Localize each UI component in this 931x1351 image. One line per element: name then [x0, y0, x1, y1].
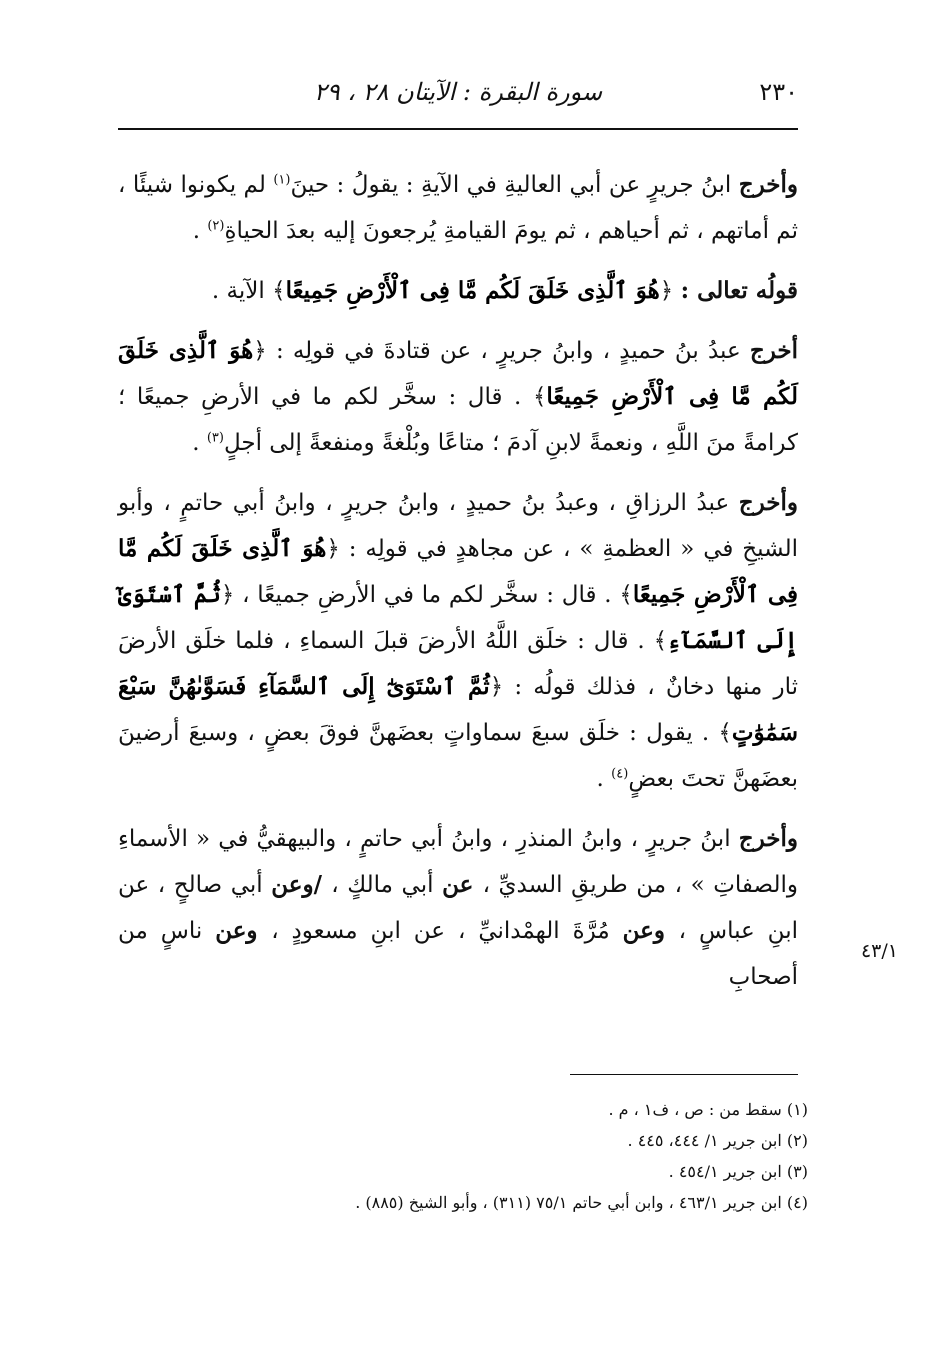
paragraph-text: عبدُ بنُ حميدٍ ، وابنُ جريرٍ ، عن قتادةَ في قولِه :: [275, 338, 750, 364]
paragraph-lead: وأخرج: [738, 489, 798, 516]
paragraph-text: ناسٍ من أصحابِ: [118, 918, 798, 990]
keyword: /وعن: [271, 871, 332, 898]
section-heading: قولُه تعالى :: [680, 277, 798, 304]
paragraph-text: مُرَّةَ الهمْدانيِّ ، عن ابنِ مسعودٍ ،: [271, 918, 623, 944]
quran-verse: هُوَ ٱلَّذِى خَلَقَ لَكُم مَّا فِى ٱلْأَرْضِ جَمِيعًا: [118, 337, 798, 410]
footnote: (٣) ابن جرير ٤٥٤/١ .: [668, 1162, 808, 1181]
ornate-bracket-close: ﴾: [653, 628, 668, 654]
margin-reference: ٤٣/١: [860, 940, 898, 962]
paragraph-text: ابنُ جريرٍ عن أبي العاليةِ في الآيةِ : يقولُ : حينَ: [290, 172, 739, 198]
quran-verse: هُوَ ٱلَّذِى خَلَقَ لَكُم مَّا فِى ٱلْأَرْضِ جَمِيعًا: [285, 277, 660, 304]
paragraph-1: [118, 162, 798, 254]
footnote-rule: [570, 1074, 798, 1075]
quran-verse: ثُمَّ ٱسْتَوَىٰٓ إِلَى ٱلسَّمَآءِ فَسَوَّىٰهُنَّ سَبْعَ سَمَٰوَٰتٍ: [118, 673, 798, 746]
ornate-bracket-open: ﴿: [326, 536, 349, 562]
paragraph-5: [118, 816, 798, 1000]
paragraph-text: لم يكونوا شيئًا ، ثم أماتهم ، ثم أحياهم ، ثم يومَ القيامةِ يُرجعونَ إليه بعدَ الحياةِ: [118, 172, 798, 244]
ornate-bracket-open: ﴿: [253, 338, 276, 364]
footnote-ref[interactable]: (٢): [207, 218, 225, 234]
paragraph-text: .: [192, 430, 207, 456]
ornate-bracket-close: ﴾: [272, 278, 286, 304]
paragraph-text: . يقول : خلَق سبعَ سماواتٍ بعضَهنَّ فوقَ بعضٍ ، وسبعَ أرضينَ بعضَهنَّ تحتَ بعضٍ: [118, 720, 798, 792]
footnotes: [118, 1094, 808, 1218]
footnote: (٤) ابن جرير ٤٦٣/١ ، وابن أبي حاتم ٧٥/١ (٣١١) ، وأبو الشيخ (٨٨٥) .: [355, 1193, 808, 1212]
paragraph-4: [118, 480, 798, 802]
quran-verse: هُوَ ٱلَّذِى خَلَقَ لَكُم مَّا فِى ٱلْأَرْضِ جَمِيعًا: [118, 535, 799, 608]
paragraph-text: عبدُ الرزاقِ ، وعبدُ بنُ حميدٍ ، وابنُ جريرٍ ، وابنُ أبي حاتمٍ ، وأبو الشيخِ في « العظمةِ » ، عن مجاهدٍ في قولِه :: [118, 490, 798, 562]
footnote-ref[interactable]: (٤): [611, 766, 629, 782]
ornate-bracket-close: ﴾: [532, 384, 547, 410]
paragraph-text: أبي مالكٍ ،: [331, 872, 443, 898]
ornate-bracket-close: ﴾: [718, 720, 732, 746]
paragraph-text: . قال : خلَق اللَّهُ الأرضَ قبلَ السماءِ ، فلما خلَق الأرضَ ثار منها دخانٌ ، فذلك قولُه :: [118, 628, 798, 700]
paragraph-text: . قال : سخَّر لكم ما في الأرضِ جميعًا ،: [242, 582, 620, 608]
ornate-bracket-open: ﴿: [220, 582, 243, 608]
paragraph-text: .: [192, 218, 208, 244]
paragraph-lead: وأخرج: [738, 825, 798, 852]
paragraph-text: ابنُ جريرٍ ، وابنُ المنذرِ ، وابنُ أبي حاتمٍ ، والبيهقيُّ في « الأسماءِ والصفاتِ » ، من طريقِ السديِّ ،: [118, 826, 798, 898]
footnote: (١) سقط من : ص ، ف١ ، م .: [608, 1100, 808, 1119]
keyword: عن: [442, 871, 483, 898]
paragraph-3: [118, 328, 798, 466]
footnote-ref[interactable]: (١): [273, 172, 291, 188]
keyword: وعن: [215, 917, 272, 944]
paragraph-2: [118, 268, 798, 314]
header-rule: [118, 128, 798, 130]
paragraph-text: أبي صالحٍ ، عن ابنِ عباسٍ ،: [118, 872, 798, 944]
main-text: [118, 162, 798, 1014]
ornate-bracket-open: ﴿: [489, 674, 515, 700]
paragraph-text: . قال : سخَّر لكم ما في الأرضِ جميعًا ؛ كرامةً منَ اللَّهِ ، ونعمةً لابنِ آدمَ ؛ متاعًا وبُلْغةً ومنفعةً إلى أجلٍ: [118, 384, 798, 456]
keyword: وعن: [622, 917, 679, 944]
page-number: ٢٣٠: [759, 78, 798, 106]
paragraph-text: .: [596, 766, 612, 792]
running-title: سورة البقرة : الآيتان ٢٨ ، ٢٩: [313, 78, 603, 106]
quran-verse: ثُمَّ ٱسْتَوَىٰٓ إِلَى ٱلسَّمَآءِ: [118, 581, 799, 654]
paragraph-lead: وأخرج: [738, 171, 798, 198]
paragraph-text: الآية .: [211, 278, 273, 304]
page-header: [118, 78, 798, 118]
ornate-bracket-close: ﴾: [619, 582, 633, 608]
footnote-ref[interactable]: (٣): [206, 430, 224, 446]
paragraph-lead: أخرج: [749, 337, 798, 364]
footnote: (٢) ابن جرير ١/ ٤٤٤، ٤٤٥ .: [627, 1131, 808, 1150]
ornate-bracket-open: ﴿: [659, 278, 681, 304]
